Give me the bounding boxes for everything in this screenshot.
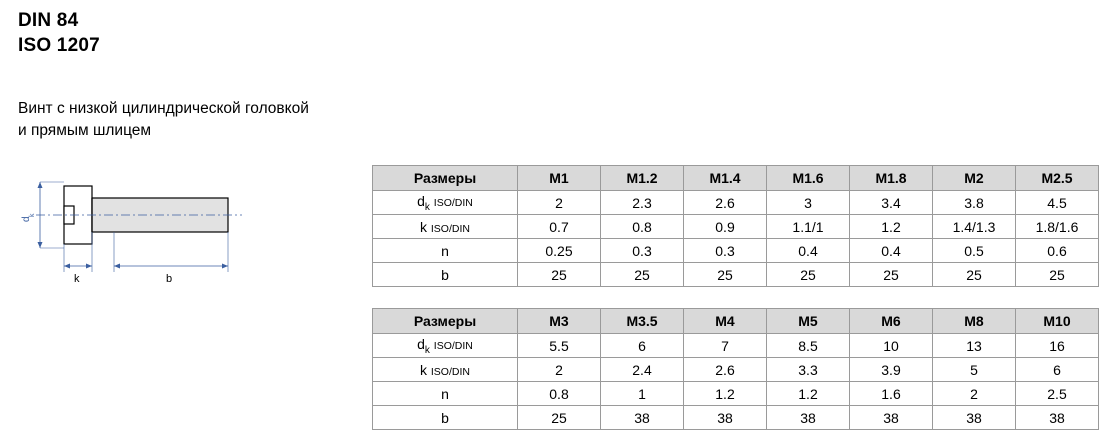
table-row bbox=[373, 358, 1099, 382]
product-description-line-2: и прямым шлицем bbox=[18, 122, 152, 140]
table-cell: 2.4 bbox=[601, 358, 684, 382]
table-cell: 25 bbox=[518, 406, 601, 430]
product-description bbox=[18, 98, 309, 143]
row-label bbox=[373, 191, 518, 215]
table-header-cell: M1.6 bbox=[767, 166, 850, 191]
table-header-cell: M2 bbox=[933, 166, 1016, 191]
table-cell: 2 bbox=[518, 358, 601, 382]
sizes-table-m1-m25-wrap bbox=[372, 165, 1099, 287]
table-cell: 2 bbox=[518, 191, 601, 215]
table-header-row bbox=[373, 309, 1099, 334]
row-label: n bbox=[373, 239, 518, 263]
table-cell: 25 bbox=[518, 263, 601, 287]
table-header-cell: M3 bbox=[518, 309, 601, 334]
table-row bbox=[373, 382, 1099, 406]
table-cell: 5.5 bbox=[518, 334, 601, 358]
table-cell: 1.2 bbox=[684, 382, 767, 406]
table-cell: 38 bbox=[684, 406, 767, 430]
table-header-cell: M10 bbox=[1016, 309, 1099, 334]
row-label-main: d bbox=[417, 192, 425, 209]
table-header-cell: M1.4 bbox=[684, 166, 767, 191]
row-label bbox=[373, 358, 518, 382]
table-cell: 1.6 bbox=[850, 382, 933, 406]
dimension-label-b: b bbox=[166, 273, 173, 285]
table-cell: 2.6 bbox=[684, 358, 767, 382]
row-label-sub: k bbox=[424, 344, 430, 356]
table-cell: 25 bbox=[601, 263, 684, 287]
table-cell: 1.1/1 bbox=[767, 215, 850, 239]
dimension-label-k: k bbox=[74, 273, 80, 285]
table-cell: 25 bbox=[684, 263, 767, 287]
table-cell: 2.3 bbox=[601, 191, 684, 215]
table-cell: 0.4 bbox=[767, 239, 850, 263]
table-cell: 0.7 bbox=[518, 215, 601, 239]
table-cell: 4.5 bbox=[1016, 191, 1099, 215]
table-cell: 1.2 bbox=[850, 215, 933, 239]
table-cell: 25 bbox=[1016, 263, 1099, 287]
table-cell: 1 bbox=[601, 382, 684, 406]
standard-title-line-2: ISO 1207 bbox=[18, 35, 100, 57]
row-label-tail: ISO/DIN bbox=[430, 222, 470, 235]
table-cell: 25 bbox=[933, 263, 1016, 287]
table-header-cell: M6 bbox=[850, 309, 933, 334]
table-header-cell: M1 bbox=[518, 166, 601, 191]
table-row bbox=[373, 334, 1099, 358]
table-cell: 6 bbox=[1016, 358, 1099, 382]
table-cell: 3.4 bbox=[850, 191, 933, 215]
svg-text:k: k bbox=[29, 213, 36, 217]
table-cell: 25 bbox=[767, 263, 850, 287]
table-header-cell: M4 bbox=[684, 309, 767, 334]
row-label: b bbox=[373, 406, 518, 430]
table-header-cell: M1.2 bbox=[601, 166, 684, 191]
table-header-cell: Размеры bbox=[373, 166, 518, 191]
table-cell: 3 bbox=[767, 191, 850, 215]
table-cell: 2.6 bbox=[684, 191, 767, 215]
table-cell: 0.8 bbox=[601, 215, 684, 239]
row-label-sub: k bbox=[424, 201, 430, 213]
table-header-cell: M3.5 bbox=[601, 309, 684, 334]
row-label-tail: ISO/DIN bbox=[433, 196, 473, 209]
row-label: n bbox=[373, 382, 518, 406]
table-cell: 38 bbox=[850, 406, 933, 430]
table-cell: 2 bbox=[933, 382, 1016, 406]
table-header-row bbox=[373, 166, 1099, 191]
table-cell: 10 bbox=[850, 334, 933, 358]
table-cell: 38 bbox=[933, 406, 1016, 430]
table-cell: 2.5 bbox=[1016, 382, 1099, 406]
table-header-cell: M8 bbox=[933, 309, 1016, 334]
table-cell: 0.4 bbox=[850, 239, 933, 263]
table-cell: 0.3 bbox=[601, 239, 684, 263]
table-cell: 7 bbox=[684, 334, 767, 358]
standard-title bbox=[18, 8, 100, 58]
table-header-cell: M1.8 bbox=[850, 166, 933, 191]
table-cell: 25 bbox=[850, 263, 933, 287]
table-cell: 1.8/1.6 bbox=[1016, 215, 1099, 239]
table-header-cell: M2.5 bbox=[1016, 166, 1099, 191]
table-cell: 0.25 bbox=[518, 239, 601, 263]
table-cell: 3.9 bbox=[850, 358, 933, 382]
table-cell: 38 bbox=[601, 406, 684, 430]
row-label-main: k bbox=[420, 218, 427, 235]
row-label: b bbox=[373, 263, 518, 287]
row-label bbox=[373, 334, 518, 358]
row-label-main: k bbox=[420, 361, 427, 378]
table-cell: 0.6 bbox=[1016, 239, 1099, 263]
row-label-tail: ISO/DIN bbox=[433, 339, 473, 352]
table-header-cell: Размеры bbox=[373, 309, 518, 334]
table-cell: 8.5 bbox=[767, 334, 850, 358]
table-cell: 38 bbox=[1016, 406, 1099, 430]
table-cell: 0.9 bbox=[684, 215, 767, 239]
table-cell: 6 bbox=[601, 334, 684, 358]
screw-drawing bbox=[6, 168, 256, 293]
table-cell: 5 bbox=[933, 358, 1016, 382]
table-row bbox=[373, 191, 1099, 215]
table-cell: 0.8 bbox=[518, 382, 601, 406]
table-cell: 0.3 bbox=[684, 239, 767, 263]
table-cell: 3.3 bbox=[767, 358, 850, 382]
table-row bbox=[373, 406, 1099, 430]
row-label bbox=[373, 215, 518, 239]
table-cell: 38 bbox=[767, 406, 850, 430]
table-cell: 3.8 bbox=[933, 191, 1016, 215]
table-cell: 16 bbox=[1016, 334, 1099, 358]
table-cell: 0.5 bbox=[933, 239, 1016, 263]
sizes-table-m3-m10-wrap bbox=[372, 308, 1099, 430]
table-row bbox=[373, 263, 1099, 287]
dimension-label-dk: d bbox=[21, 216, 32, 222]
table-header-cell: M5 bbox=[767, 309, 850, 334]
product-description-line-1: Винт с низкой цилиндрической головкой bbox=[18, 100, 309, 117]
row-label-main: d bbox=[417, 335, 425, 352]
table-cell: 1.4/1.3 bbox=[933, 215, 1016, 239]
standard-title-line-1: DIN 84 bbox=[18, 10, 79, 31]
table-cell: 13 bbox=[933, 334, 1016, 358]
table-row bbox=[373, 215, 1099, 239]
table-row bbox=[373, 239, 1099, 263]
table-cell: 1.2 bbox=[767, 382, 850, 406]
row-label-tail: ISO/DIN bbox=[430, 365, 470, 378]
sizes-table-m3-m10 bbox=[372, 308, 1099, 430]
sizes-table-m1-m25 bbox=[372, 165, 1099, 287]
